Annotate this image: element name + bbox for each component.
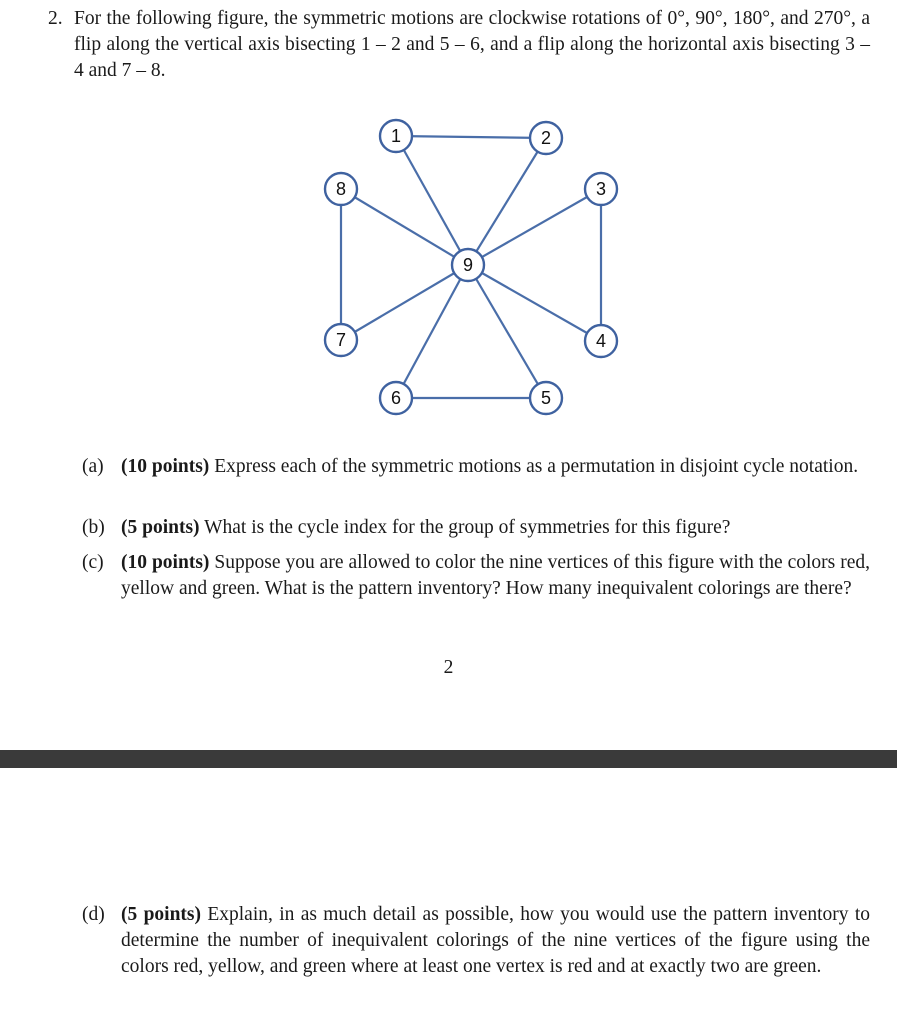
- part-a-text: Express each of the symmetric motions as a permutation in disjoint cycle notation.: [214, 456, 859, 477]
- edge-1-2: [396, 136, 546, 138]
- page-number: 2: [443, 657, 454, 678]
- vertex-1: [380, 120, 412, 152]
- vertex-label: 5: [540, 388, 552, 408]
- part-a-label: (a): [82, 456, 104, 477]
- vertex-7: [325, 324, 357, 356]
- symmetry-figure: [0, 110, 897, 550]
- part-d-text: Explain, in as much detail as possible, how you would use the pattern inventory to determine the number of inequivalent colorings of the nine vertices of the figure using the colors red, yellow, and green where at least one vertex is red and at exactly two are green.: [121, 904, 870, 977]
- edge-2-9: [468, 138, 546, 265]
- edge-6-9: [396, 265, 468, 398]
- vertex-5: [530, 382, 562, 414]
- part-b-points: (5 points): [121, 517, 200, 538]
- vertex-label: 4: [595, 331, 607, 351]
- edge-8-9: [341, 189, 468, 265]
- vertex-2: [530, 122, 562, 154]
- part-d-label: (d): [82, 904, 105, 925]
- vertex-label: 3: [595, 179, 607, 199]
- part-d-points: (5 points): [121, 904, 202, 925]
- question-text: For the following figure, the symmetric motions are clockwise rotations of 0°, 90°, 180°, and 270°, a flip along the vertical axis bisecting 1 – 2 and 5 – 6, and a flip along the horizontal axis bisecting 3 – 4 and 7 – 8.: [74, 8, 870, 81]
- page-divider: [0, 750, 897, 768]
- part-a-points: (10 points): [121, 456, 210, 477]
- vertex-8: [325, 173, 357, 205]
- vertex-6: [380, 382, 412, 414]
- vertex-3: [585, 173, 617, 205]
- part-c-label: (c): [82, 552, 104, 573]
- part-c-points: (10 points): [121, 552, 210, 573]
- part-b-text: What is the cycle index for the group of symmetries for this figure?: [204, 517, 731, 538]
- question-number: 2.: [48, 8, 63, 29]
- vertex-label: 1: [390, 126, 402, 146]
- part-c-text: Suppose you are allowed to color the nine vertices of this figure with the colors red, yellow and green. What is the pattern inventory? How many inequivalent colorings are there?: [121, 552, 871, 599]
- edge-4-9: [468, 265, 601, 341]
- vertex-label: 9: [462, 255, 474, 275]
- vertex-label: 8: [335, 179, 347, 199]
- vertex-label: 2: [540, 128, 552, 148]
- vertex-9: [452, 249, 484, 281]
- edge-3-9: [468, 189, 601, 265]
- part-b-label: (b): [82, 517, 105, 538]
- vertex-4: [585, 325, 617, 357]
- vertex-label: 6: [390, 388, 402, 408]
- edge-1-9: [396, 136, 468, 265]
- edge-5-9: [468, 265, 546, 398]
- vertex-label: 7: [335, 330, 347, 350]
